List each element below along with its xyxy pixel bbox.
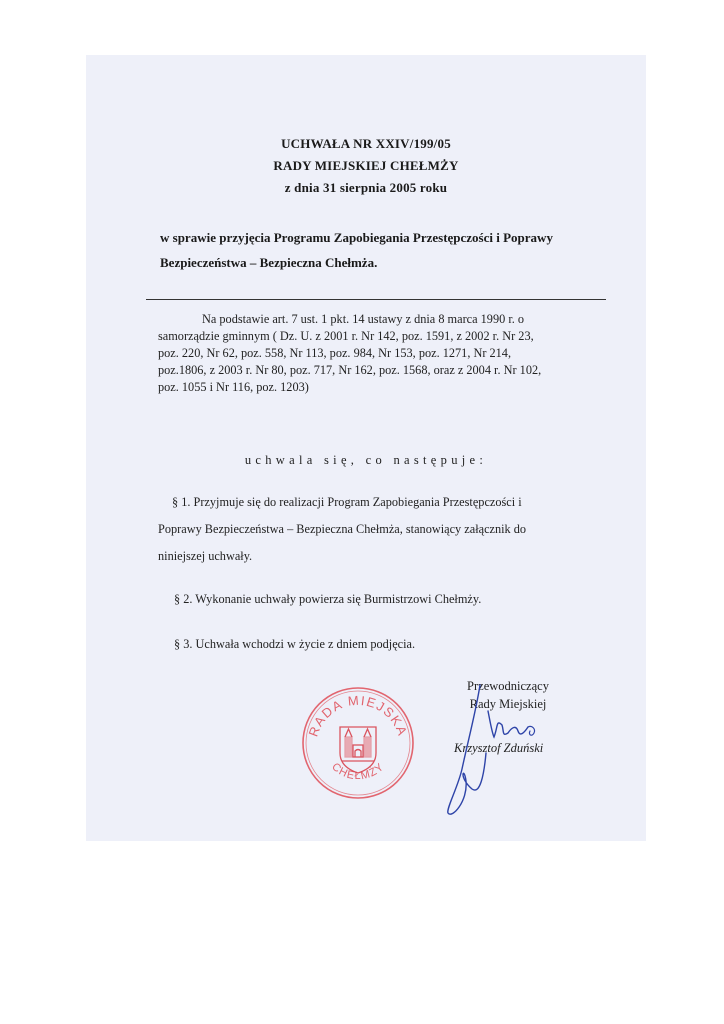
issuing-body: RADY MIEJSKIEJ CHEŁMŻY — [273, 158, 459, 173]
svg-text:RADA MIEJSKA — [305, 693, 410, 739]
horizontal-divider — [146, 299, 606, 300]
signatory-title-line-2: Rady Miejskiej — [469, 697, 547, 711]
legal-basis-preamble — [158, 311, 588, 396]
document-sheet — [86, 55, 646, 841]
signatory-name: Krzysztof Zduński — [454, 741, 544, 755]
stamp-text-bottom: CHEŁMŻY — [329, 760, 387, 783]
svg-text:CHEŁMŻY — [329, 761, 386, 782]
subject-line-1: w sprawie przyjęcia Programu Zapobiegania Przestępczości i Poprawy — [160, 230, 553, 245]
paragraph-3: § 3. Uchwała wchodzi w życie z dniem podjęcia. — [174, 637, 416, 651]
paragraph-1-line-2: Poprawy Bezpieczeństwa – Bezpieczna Chełmża, stanowiący załącznik do — [158, 522, 527, 536]
stamp-text-top: RADA MIEJSKA — [305, 692, 411, 739]
subject-line-2: Bezpieczeństwa – Bezpieczna Chełmża. — [160, 255, 378, 270]
preamble-line-5: poz. 1055 i Nr 116, poz. 1203) — [158, 380, 309, 394]
council-seal-stamp — [300, 685, 416, 801]
resolution-subject — [160, 225, 580, 275]
resolves-statement: uchwala się, co następuje: — [244, 453, 488, 467]
resolution-number: UCHWAŁA NR XXIV/199/05 — [281, 136, 451, 151]
paragraph-1-line-1: § 1. Przyjmuje się do realizacji Program Zapobiegania Przestępczości i — [172, 495, 522, 509]
paragraph-1-line-3: niniejszej uchwały. — [158, 549, 253, 563]
preamble-line-4: poz.1806, z 2003 r. Nr 80, poz. 717, Nr 162, poz. 1568, oraz z 2004 r. Nr 102, — [158, 363, 542, 377]
handwritten-signature — [432, 681, 572, 821]
resolution-header — [86, 133, 646, 199]
signatory-title-line-1: Przewodniczący — [467, 679, 549, 693]
preamble-line-1: Na podstawie art. 7 ust. 1 pkt. 14 ustawy z dnia 8 marca 1990 r. o — [202, 312, 525, 326]
preamble-line-3: poz. 220, Nr 62, poz. 558, Nr 113, poz. 984, Nr 153, poz. 1271, Nr 214, — [158, 346, 512, 360]
preamble-line-2: samorządzie gminnym ( Dz. U. z 2001 r. Nr 142, poz. 1591, z 2002 r. Nr 23, — [158, 329, 534, 343]
resolution-date: z dnia 31 sierpnia 2005 roku — [284, 180, 448, 195]
paragraph-2: § 2. Wykonanie uchwały powierza się Burmistrzowi Chełmży. — [174, 592, 482, 606]
coat-of-arms-icon — [340, 727, 376, 773]
paragraph-1 — [158, 489, 598, 570]
